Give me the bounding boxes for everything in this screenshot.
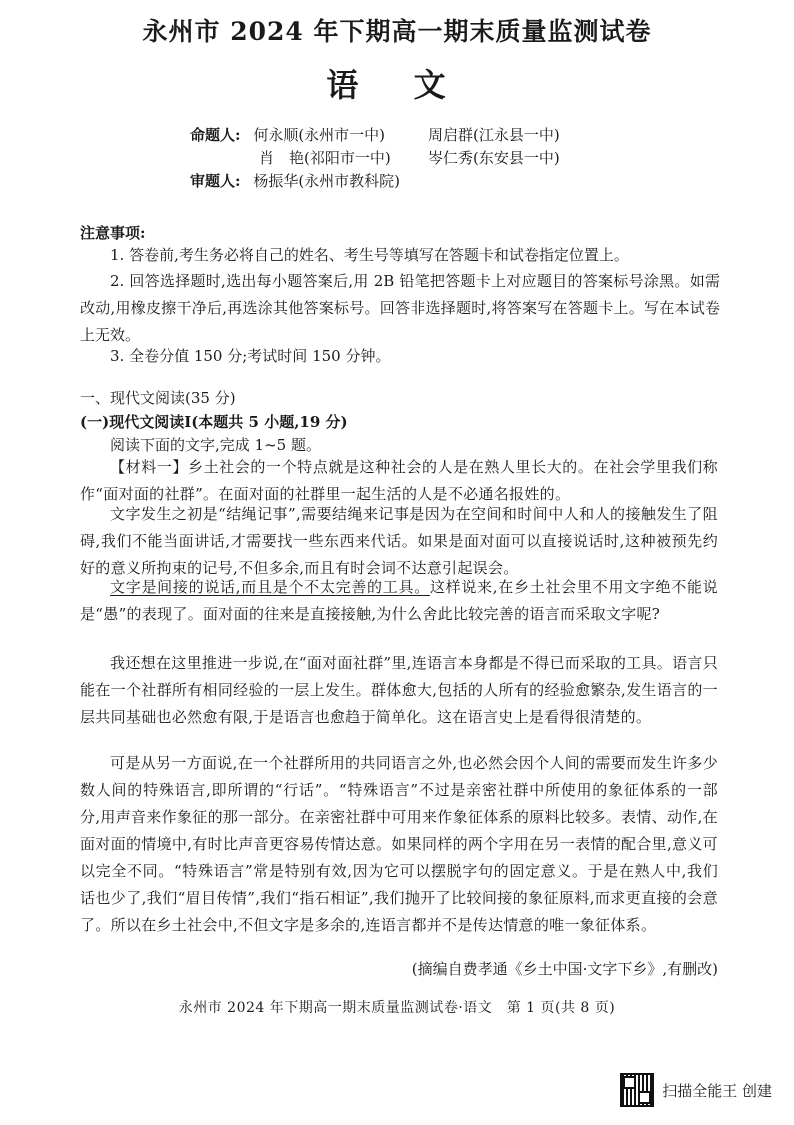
proposer-label: 命题人: (190, 126, 241, 144)
passage-paragraph-5: 可是从另一方面说,在一个社群所用的共同语言之外,也必然会因个人间的需要而发生许多少数人间的特殊语言,即所谓的“行话”。“特殊语言”不过是亲密社群中所使用的象征体系的一部分,用声音来作象征的那一部分。在亲密社群中可用来作象征体系的原料比较多。表情、动作,在面对面的情境中,有时比声音更容易传情达意。如果同样的两个字用在另一表情的配合里,意义可以完全不同。“特殊语言”常是特别有效,因为它可以摆脱字句的固定意义。于是在熟人中,我们话也少了,我们“眉目传情”,我们“指石相证”,我们抛开了比较间接的象征原料,而求更直接的会意了。所以在乡土社会中,不但文字是多余的,连语言都并不是传达情意的唯一象征体系。 (80, 754, 718, 934)
proposer-name-2: 周启群(江永县一中) (428, 126, 560, 144)
page-footer: 永州市 2024 年下期高一期末质量监测试卷·语文 第 1 页(共 8 页) (178, 1000, 616, 1016)
sub-section-heading: (一)现代文阅读Ⅰ(本题共 5 小题,19 分) (80, 413, 348, 431)
passage-paragraph-4: 我还想在这里推进一步说,在“面对面社群”里,连语言本身都是不得已而采取的工具。语言只能在一个社群所有相同经验的一层上发生。群体愈大,包括的人所有的经验愈繁杂,发生语言的一层共同基础也必然愈有限,于是语言也愈趋于简单化。这在语言史上是看得很清楚的。 (80, 654, 718, 726)
paragraph-3-rest: 这样说来,在乡土社会里不用文字绝不能说是“愚”的表现了。面对面的往来是直接接触,为什么舍此比较完善的语言而采取文字呢? (80, 578, 718, 623)
exam-title: 永州市 2024 年下期高一期末质量监测试卷 (142, 17, 652, 46)
passage-paragraph-3 (80, 574, 718, 628)
reviewer-label: 审题人: (190, 172, 241, 190)
section-heading: 一、现代文阅读(35 分) (80, 389, 236, 407)
note-item-2: 2. 回答选择题时,选出每小题答案后,用 2B 铅笔把答题卡上对应题目的答案标号涂黑。如需改动,用橡皮擦干净后,再选涂其他答案标号。回答非选择题时,将答案写在答题卡上。写在本试卷上无效。 (80, 272, 720, 344)
note-item-1: 1. 答卷前,考生务必将自己的姓名、考生号等填写在答题卡和试卷指定位置上。 (110, 246, 629, 264)
watermark-text: 扫描全能王 创建 (662, 1081, 772, 1100)
proposer-name-4: 岑仁秀(东安县一中) (428, 149, 560, 167)
underlined-sentence: 文字是间接的说话,而且是个不太完善的工具。 (110, 578, 430, 596)
reviewer-name: 杨振华(永州市教科院) (253, 172, 401, 190)
reviewer-row (190, 170, 400, 191)
subject-title: 语 文 (326, 66, 468, 104)
qr-code-icon (620, 1073, 654, 1107)
scanner-watermark (620, 1073, 772, 1107)
proposer-row-1 (190, 124, 385, 145)
passage-paragraph-1: 【材料一】乡土社会的一个特点就是这种社会的人是在熟人里长大的。在社会学里我们称作“面对面的社群”。在面对面的社群里一起生活的人是不必通名报姓的。 (80, 458, 718, 503)
reading-instruction: 阅读下面的文字,完成 1~5 题。 (110, 436, 321, 454)
note-item-3: 3. 全卷分值 150 分;考试时间 150 分钟。 (110, 347, 391, 365)
notes-title: 注意事项: (80, 224, 146, 242)
proposer-name-3: 肖 艳(祁阳市一中) (259, 149, 391, 167)
proposer-name: 何永顺(永州市一中) (253, 126, 386, 144)
passage-paragraph-2: 文字发生之初是“结绳记事”,需要结绳来记事是因为在空间和时间中人和人的接触发生了阻碍,我们不能当面讲话,才需要找一些东西来代话。如果是面对面可以直接说话时,这种被预先约好的意义所拘束的记号,不但多余,而且有时会词不达意引起误会。 (80, 505, 718, 577)
passage-source: (摘编自费孝通《乡土中国·文字下乡》,有删改) (411, 960, 718, 978)
